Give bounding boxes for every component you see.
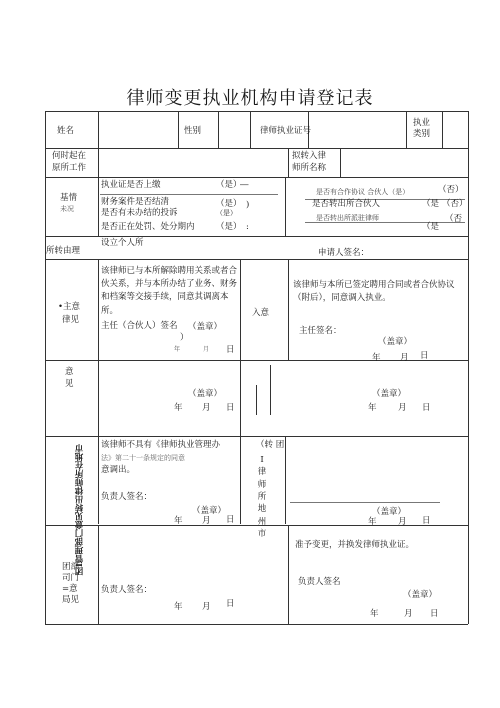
authority-left-month: 月 xyxy=(202,516,211,526)
transfer-out-opinion-text: 该律师已与本所解除聘用关系或者合伙关系，并与本所办结了业务、财务和档案等交接手续，同意其调离本所。 xyxy=(101,266,238,316)
authority-right-month: 月 xyxy=(398,517,407,527)
transfer-in-seal: （盖章） xyxy=(378,337,413,347)
target-firm-label-line2: 师所名称 xyxy=(292,163,327,173)
bureau-opinion-label-line3: =意 xyxy=(62,584,78,594)
transfer-in-opinion-label: 入意 xyxy=(252,308,270,318)
authority-text-line3: 意调出。 xyxy=(101,465,136,475)
transfer-out-seal: （盖章） xyxy=(188,322,223,332)
authority-signature-label: 负责人签名： xyxy=(101,492,153,502)
authority-right-year: 年 xyxy=(368,517,377,527)
bureau-opinion-label-line2: 司门 xyxy=(62,573,80,583)
transfer-out-opinion-label-line2: 律见 xyxy=(62,315,80,325)
bureau-opinion-label-line4: 局见 xyxy=(62,595,80,605)
bureau-approval-text: 准予变更，并换发律师执业证。 xyxy=(295,540,415,550)
authority-left-year: 年 xyxy=(174,516,183,526)
transfer-in-month: 月 xyxy=(400,353,409,363)
gender-label: 性别 xyxy=(184,126,202,136)
applicant-signature-label: 申请人签名： xyxy=(318,248,370,258)
association-left-seal: （盖章） xyxy=(188,389,223,399)
transfer-in-day: 日 xyxy=(420,351,429,361)
answer-transfer-dispatched-yes: （是 xyxy=(422,222,440,232)
authority-text-line1: 该律师不具有《律师执业管理办 xyxy=(101,440,221,450)
license-number-label: 律师执业证号 xyxy=(260,126,312,136)
transfer-out-year: 年 xyxy=(174,346,181,353)
form-title: 律师变更执业机构申请登记表 xyxy=(126,88,374,109)
answer-mark-3: : xyxy=(246,222,249,232)
bureau-left-year: 年 xyxy=(174,602,183,612)
answer-mark-1: ― xyxy=(240,180,249,190)
authority-left-seal: （盖章） xyxy=(192,506,227,516)
association-right-month: 月 xyxy=(398,403,407,413)
transfer-in-opinion-text: 该律师与本所已签定聘用合同或者合伙协议（附后），同意调入执业。 xyxy=(293,280,455,304)
question-transfer-partner: 是否转出所合伙人 xyxy=(312,199,381,209)
question-license-returned: 执业证是否上缴 xyxy=(101,180,161,190)
transfer-in-year: 年 xyxy=(372,353,381,363)
question-partner-agreement: 是否有合作协议 合伙人（是） xyxy=(316,188,410,196)
bureau-left-month: 月 xyxy=(202,602,211,612)
question-pending-complaints: 是否有未办结的投诉 xyxy=(101,208,178,218)
authority-left-day: 日 xyxy=(226,515,235,525)
answer-transfer-dispatched-no: （否 xyxy=(445,214,463,224)
answer-transfer-partner-yes: （是 xyxy=(422,199,440,209)
association-right-day: 日 xyxy=(422,403,431,413)
name-label: 姓名 xyxy=(57,126,75,136)
start-date-label-line1: 何时起在 xyxy=(52,151,87,161)
start-date-label-line2: 原所工作 xyxy=(52,163,87,173)
bureau-right-day: 日 xyxy=(430,609,439,619)
question-under-penalty: 是否正在处罚、处分期内 xyxy=(101,222,195,232)
transfer-out-authority-label: 团I管理部门意见转出律师所在地市 xyxy=(75,444,85,576)
bureau-opinion-label-line1: 团部 xyxy=(62,562,80,572)
answer-license-returned: （是） xyxy=(216,180,242,190)
question-cases-settled: 财务案件是否结清 xyxy=(101,197,170,207)
basic-info-label-line2: 未况 xyxy=(60,205,74,213)
bureau-right-signature-label: 负责人签名 xyxy=(298,577,341,587)
association-right-year: 年 xyxy=(368,403,377,413)
answer-under-penalty: （是） xyxy=(216,222,242,232)
transfer-out-paren: ） xyxy=(180,333,189,343)
question-transfer-dispatched: 是否转出所派驻律师 xyxy=(316,214,379,222)
transfer-in-signature-label: 主任签名： xyxy=(299,326,342,336)
answer-transfer-partner-no: （否） xyxy=(442,199,468,209)
transfer-reason-label: 所转由理 xyxy=(46,246,81,256)
transfer-in-authority-label-top: （转 团 xyxy=(256,440,285,450)
bureau-right-year: 年 xyxy=(370,609,379,619)
transfer-out-opinion-label-line1: •主意 xyxy=(58,302,81,312)
association-opinion-label-line1: 意 xyxy=(65,367,74,377)
bureau-left-day: 日 xyxy=(226,599,235,609)
association-right-seal: （盖章） xyxy=(372,389,407,399)
association-opinion-label-line2: 见 xyxy=(65,379,74,389)
license-type-label: 执业类别 xyxy=(413,118,431,140)
association-left-year: 年 xyxy=(174,403,183,413)
answer-pending-complaints: （是） xyxy=(216,209,237,217)
answer-mark-2: ) xyxy=(246,200,250,210)
transfer-reason-text: 设立个人所 xyxy=(101,238,144,248)
bureau-right-month: 月 xyxy=(404,609,413,619)
association-left-day: 日 xyxy=(226,403,235,413)
association-left-month: 月 xyxy=(202,403,211,413)
target-firm-label-line1: 拟转入律 xyxy=(292,151,327,161)
answer-cases-settled: （是） xyxy=(216,199,242,209)
transfer-out-day: 日 xyxy=(226,345,235,355)
transfer-in-authority-label: I律师所地州市 xyxy=(257,455,267,539)
answer-partner-agreement: （否） xyxy=(438,185,464,195)
transfer-out-signature-label: 主任（合伙人）签名 xyxy=(101,321,178,331)
transfer-out-month: 月 xyxy=(203,346,210,353)
bureau-left-signature-label: 负责人签名： xyxy=(101,585,153,595)
authority-right-seal: （盖章） xyxy=(372,507,407,517)
authority-text-line2: 法》第二十一条规定的同意 xyxy=(101,454,185,462)
basic-info-label-line1: 基情 xyxy=(60,193,78,203)
bureau-right-seal: （盖章） xyxy=(403,590,438,600)
authority-right-day: 日 xyxy=(422,516,431,526)
